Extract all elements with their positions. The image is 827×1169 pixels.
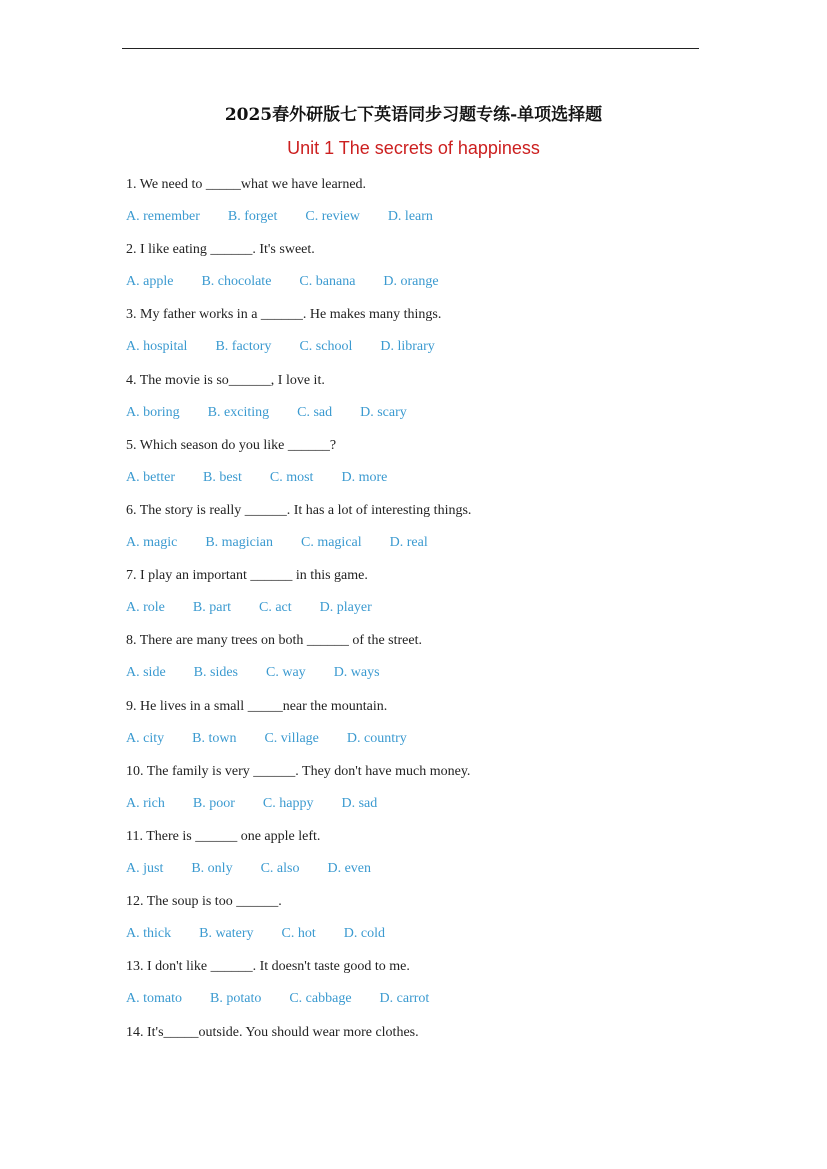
question-stem: 9. He lives in a small _____near the mountain. (126, 698, 388, 714)
question-options (126, 209, 433, 225)
option-c: C. way (266, 665, 306, 681)
question-stem: 11. There is ______ one apple left. (126, 829, 321, 844)
question-stem: 6. The story is really ______. It has a lot of interesting things. (126, 503, 472, 518)
question-options (126, 535, 428, 551)
option-a: A. better (126, 469, 175, 485)
option-b: B. sides (193, 665, 239, 681)
question-options (126, 339, 435, 355)
option-b: B. magician (205, 535, 273, 550)
option-c: C. village (264, 730, 319, 746)
option-d: D. sad (341, 795, 378, 811)
option-a: A. role (126, 600, 165, 616)
option-b: B. only (191, 861, 233, 876)
option-d: D. orange (383, 274, 439, 290)
option-b: B. exciting (207, 404, 270, 420)
option-a: A. side (126, 665, 166, 681)
question-options (126, 861, 371, 877)
option-d: D. cold (343, 926, 385, 942)
option-c: C. school (299, 339, 353, 355)
option-c: C. also (260, 861, 300, 876)
option-a: A. city (126, 730, 165, 746)
question-options (126, 470, 387, 486)
question-stem: 14. It's_____outside. You should wear more clothes. (126, 1024, 419, 1040)
unit-subtitle: Unit 1 The secrets of happiness (287, 138, 540, 158)
question-stem: 10. The family is very ______. They don't have much money. (126, 763, 471, 779)
question-options (126, 600, 372, 616)
option-b: B. poor (192, 795, 235, 811)
option-a: A. thick (126, 926, 172, 942)
option-b: B. watery (199, 926, 254, 942)
header-rule (122, 48, 699, 49)
option-d: D. library (380, 339, 435, 355)
option-d: D. learn (387, 209, 433, 224)
question-stem: 8. There are many trees on both ______ of the street. (126, 633, 422, 649)
option-a: A. hospital (126, 339, 188, 355)
option-b: B. town (192, 730, 237, 746)
option-a: A. remember (126, 209, 200, 224)
option-c: C. most (269, 469, 314, 485)
question-options (126, 926, 385, 942)
option-d: D. real (389, 535, 428, 550)
option-c: C. act (259, 600, 292, 616)
option-b: B. part (192, 600, 231, 616)
question-options (126, 796, 377, 812)
option-c: C. hot (281, 926, 316, 942)
page-title: 2025春外研版七下英语同步习题专练-单项选择题 (224, 105, 603, 125)
option-d: D. even (327, 861, 372, 876)
question-stem: 1. We need to _____what we have learned. (126, 177, 367, 192)
question-stem: 3. My father works in a ______. He makes many things. (126, 307, 442, 323)
question-stem: 4. The movie is so______, I love it. (126, 372, 325, 388)
option-c: C. cabbage (289, 991, 352, 1007)
option-a: A. apple (126, 274, 174, 290)
question-stem: 12. The soup is too ______. (126, 894, 282, 910)
option-c: C. happy (262, 795, 314, 811)
option-d: D. more (341, 469, 388, 485)
question-options (126, 731, 407, 747)
option-c: C. sad (297, 404, 333, 420)
question-options (126, 991, 429, 1007)
question-stem: 13. I don't like ______. It doesn't taste good to me. (126, 959, 410, 975)
option-d: D. country (346, 730, 407, 746)
option-c: C. banana (299, 274, 356, 290)
option-d: D. scary (360, 404, 407, 420)
option-c: C. magical (300, 535, 362, 550)
question-stem: 5. Which season do you like ______? (126, 437, 337, 453)
question-options (126, 665, 380, 681)
option-a: A. tomato (126, 991, 182, 1007)
question-stem: 2. I like eating ______. It's sweet. (126, 242, 315, 258)
option-b: B. best (202, 469, 242, 485)
option-b: B. chocolate (201, 274, 272, 290)
option-d: D. ways (333, 665, 380, 681)
option-b: B. potato (210, 991, 262, 1007)
option-b: B. factory (215, 339, 272, 355)
question-stem: 7. I play an important ______ in this game. (126, 568, 368, 584)
question-options (126, 405, 407, 421)
option-a: A. just (126, 861, 164, 876)
option-a: A. rich (126, 795, 165, 811)
option-a: A. boring (126, 404, 180, 420)
option-d: D. player (319, 600, 372, 616)
option-a: A. magic (126, 535, 178, 550)
option-b: B. forget (227, 209, 278, 224)
option-c: C. review (305, 209, 360, 224)
option-d: D. carrot (379, 991, 430, 1007)
question-options (126, 274, 439, 290)
